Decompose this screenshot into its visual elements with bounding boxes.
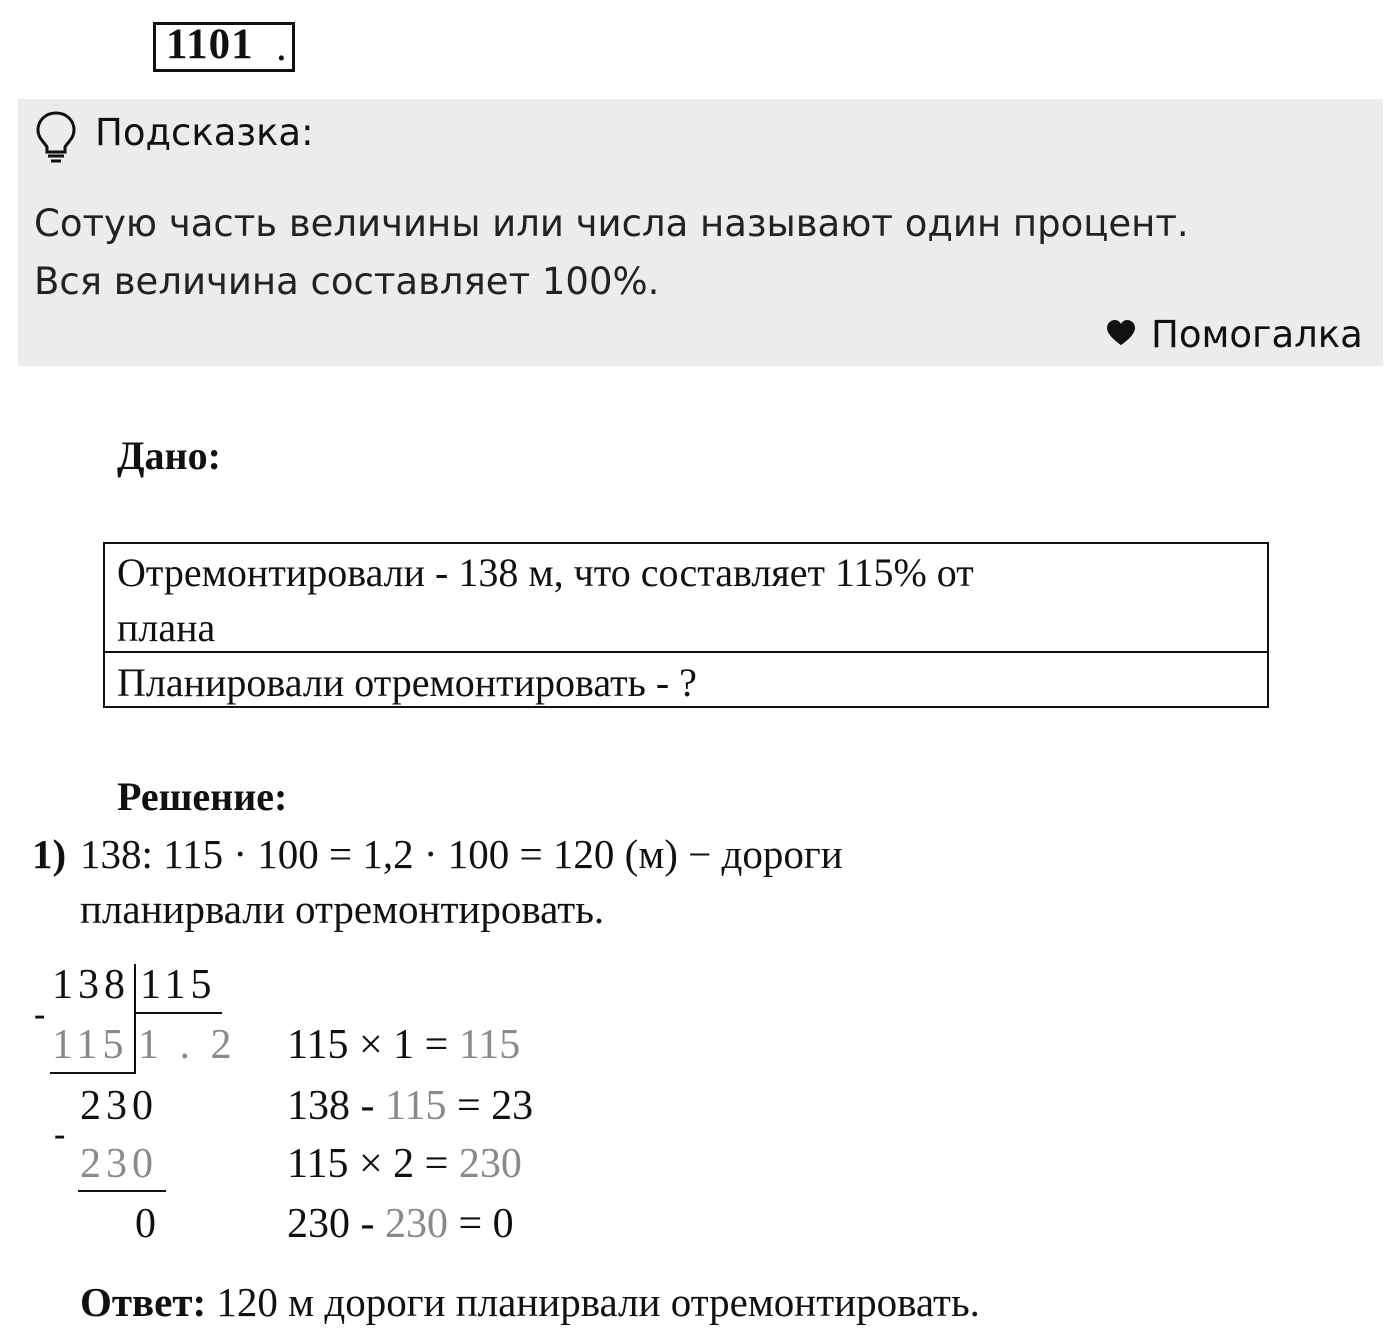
division-vertical-bar [134,964,136,1074]
division-minus-1: - [34,996,46,1033]
division-underline-2 [78,1190,166,1192]
check-line: 138 - 115 = 23 [287,1083,534,1129]
given-heading: Дано: [117,433,221,478]
division-dividend: 138 [52,962,130,1008]
given-row-2: Планировали отремонтировать - ? [117,660,697,705]
check-line: 115 × 2 = 230 [287,1141,522,1187]
division-remainder-1: 230 [80,1083,158,1129]
lightbulb-icon [34,110,78,164]
given-row-1-line-2: плана [117,605,216,650]
hint-text-line-2: Вся величина составляет 100%. [34,260,660,303]
division-underline-1 [50,1072,136,1074]
division-subtrahend-1: 115 [52,1022,129,1068]
division-remainder-2: 0 [135,1201,161,1247]
division-divisor-underline [136,1012,222,1014]
division-divisor: 115 [140,962,217,1008]
hint-text-line-1: Сотую часть величины или числа называют один процент. [34,202,1189,245]
step-formula-continued: планирвали отремонтировать. [80,886,605,932]
division-quotient: 1 . 2 [138,1022,237,1068]
step-number: 1) [32,831,67,877]
given-row-1-line-1: Отремонтировали - 138 м, что составляет 115% от [117,550,974,595]
answer-text: 120 м дороги планирвали отремонтировать. [206,1279,980,1325]
answer [80,1278,980,1326]
solution-heading: Решение: [117,774,288,819]
division-minus-2: - [54,1116,66,1153]
heart-icon [1106,320,1136,346]
division-subtrahend-2: 230 [80,1141,158,1187]
table-row-divider [103,651,1269,653]
answer-label: Ответ: [80,1279,207,1325]
problem-number-dot: . [276,23,287,70]
check-line: 115 × 1 = 115 [287,1022,521,1068]
check-line: 230 - 230 = 0 [287,1201,514,1247]
hint-title: Подсказка: [95,111,314,154]
helper-link[interactable]: Помогалка [1151,313,1363,356]
step-formula: 138: 115 · 100 = 1,2 · 100 = 120 (м) − дороги [80,831,843,877]
problem-number: 1101 [166,21,254,68]
